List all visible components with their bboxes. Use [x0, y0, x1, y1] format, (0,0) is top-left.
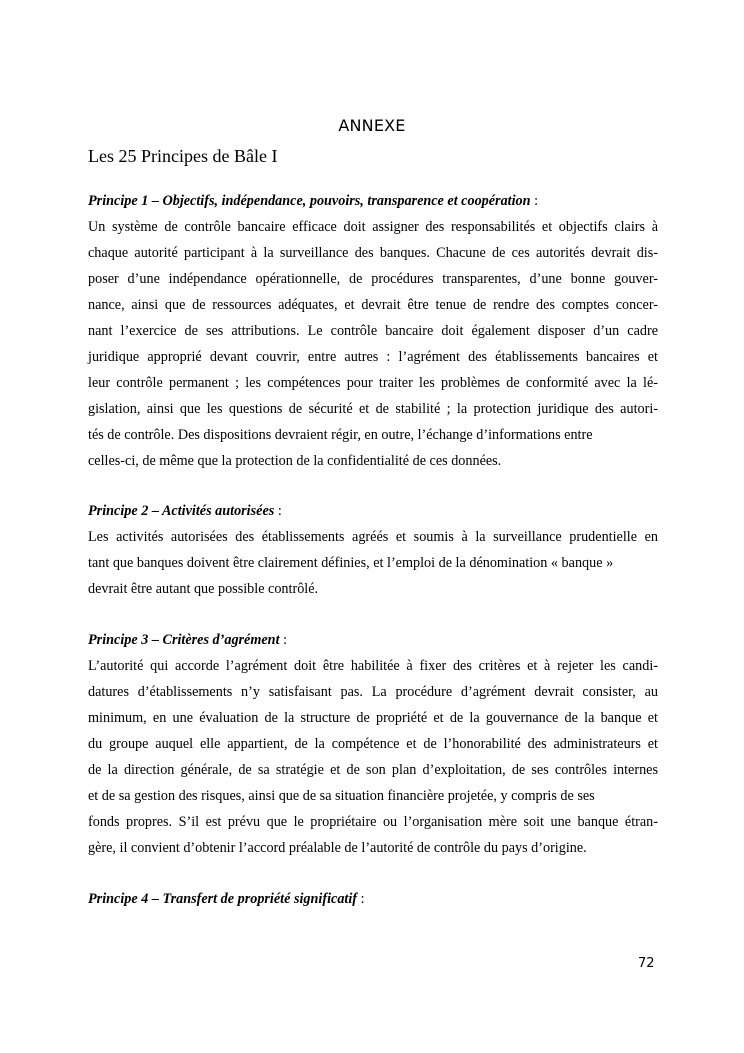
paragraph-line: celles-ci, de même que la protection de la confidentialité de ces données.: [88, 453, 502, 469]
paragraph-line: et de sa gestion des risques, ainsi que de sa situation financière projetée, y compris de ses: [88, 788, 595, 804]
heading-colon: :: [530, 193, 539, 209]
paragraph-line: gère, il convient d’obtenir l’accord préalable de l’autorité de contrôle du pays d’origine.: [88, 840, 587, 856]
paragraph-line: L’autorité qui accorde l’agrément doit être habilitée à fixer des critères et à rejeter les candi-: [88, 658, 658, 674]
paragraph-line: chaque autorité participant à la surveillance des banques. Chacune de ces autorités devrait dis-: [88, 245, 658, 261]
paragraph-line: devrait être autant que possible contrôlé.: [88, 581, 319, 597]
principle-3-section: [88, 627, 658, 861]
paragraph-line: de la direction générale, de sa stratégie et de son plan d’exploitation, de ses contrôles internes: [88, 762, 658, 778]
principle-heading: [88, 627, 658, 653]
principle-1-section: [88, 188, 658, 474]
principle-4-section: [88, 886, 658, 912]
paragraph-line: tant que banques doivent être clairement définies, et l’emploi de la dénomination « banque »: [88, 555, 614, 571]
paragraph-line: tés de contrôle. Des dispositions devraient régir, en outre, l’échange d’informations entre: [88, 427, 593, 443]
paragraph-line: poser d’une indépendance opérationnelle, de procédures transparentes, d’une bonne gouver-: [88, 271, 658, 287]
heading-colon: :: [279, 632, 288, 648]
principle-heading: [88, 188, 658, 214]
paragraph-line: gislation, ainsi que les questions de sécurité et de stabilité ; la protection juridique des autori-: [88, 401, 658, 417]
paragraph-line: Un système de contrôle bancaire efficace doit assigner des responsabilités et objectifs clairs à: [88, 219, 658, 235]
paragraph-line: leur contrôle permanent ; les compétences pour traiter les problèmes de conformité avec la lé-: [88, 375, 658, 391]
paragraph-line: minimum, en une évaluation de la structure de propriété et de la gouvernance de la banque et: [88, 710, 658, 726]
paragraph-line: datures d’établissements n’y satisfaisant pas. La procédure d’agrément devrait consister, au: [88, 684, 658, 700]
paragraph-line: Les activités autorisées des établissements agréés et soumis à la surveillance prudentielle en: [88, 529, 658, 545]
paragraph-line: juridique approprié devant couvrir, entre autres : l’agrément des établissements bancaires et: [88, 349, 658, 365]
principle-title: Principe 4 – Transfert de propriété significatif: [88, 891, 358, 907]
principle-2-section: [88, 498, 658, 602]
principle-title: Principe 2 – Activités autorisées: [88, 503, 275, 519]
paragraph-line: nance, ainsi que de ressources adéquates, et devrait être tenue de rendre des comptes concer-: [88, 297, 658, 313]
principle-heading: [88, 886, 658, 912]
principle-title: Principe 3 – Critères d’agrément: [88, 632, 280, 648]
principle-title: Principe 1 – Objectifs, indépendance, pouvoirs, transparence et coopération: [88, 193, 531, 209]
document-subtitle: Les 25 Principes de Bâle I: [88, 146, 278, 166]
page-number: 72: [638, 956, 655, 971]
paragraph-line: nant l’exercice de ses attributions. Le contrôle bancaire doit également disposer d’un cadre: [88, 323, 658, 339]
annexe-title: ANNEXE: [338, 116, 406, 135]
paragraph-line: du groupe auquel elle appartient, de la compétence et de l’honorabilité des administrateurs et: [88, 736, 658, 752]
paragraph-line: fonds propres. S’il est prévu que le propriétaire ou l’organisation mère soit une banque étran-: [88, 814, 658, 830]
heading-colon: :: [357, 891, 365, 907]
principle-heading: [88, 498, 658, 524]
heading-colon: :: [274, 503, 282, 519]
